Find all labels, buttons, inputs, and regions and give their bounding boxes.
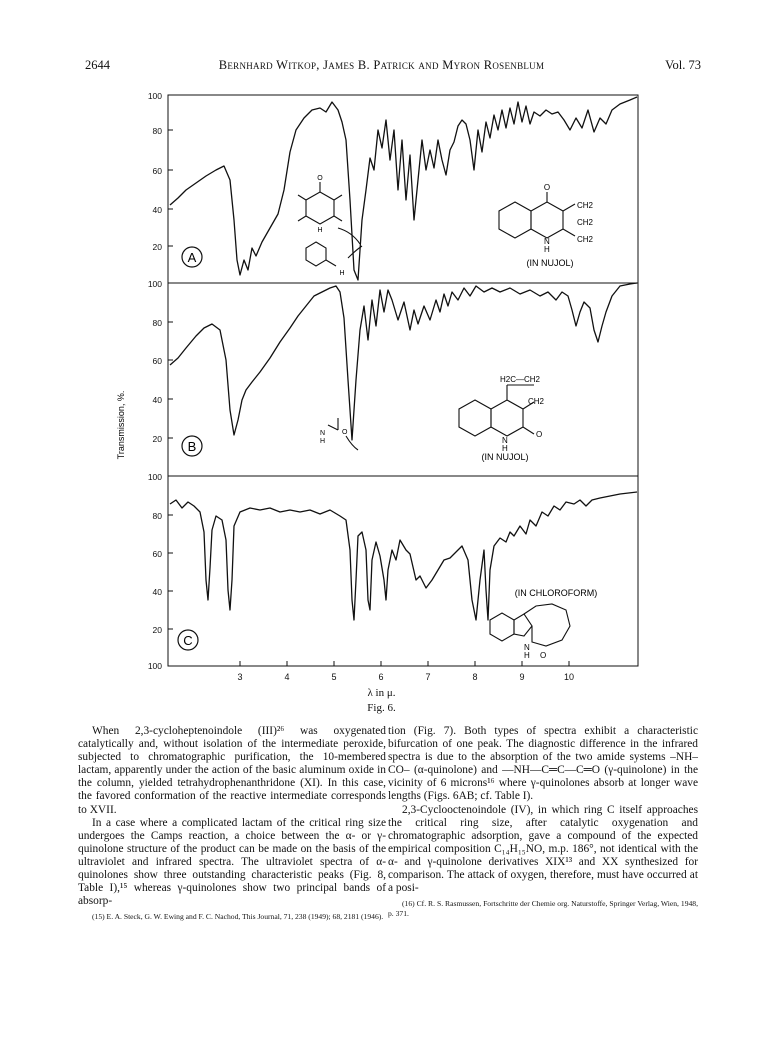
- left-column: [78, 725, 386, 922]
- b-tick-20: 20: [152, 434, 162, 444]
- svg-text:H: H: [317, 227, 323, 234]
- panel-b-label: [182, 436, 202, 456]
- x-tick-5: 5: [331, 672, 337, 682]
- svg-text:B: B: [187, 439, 197, 454]
- svg-text:N: N: [544, 237, 550, 246]
- svg-text:O: O: [342, 429, 348, 436]
- svg-text:O: O: [543, 183, 551, 192]
- a-tick-80: 80: [152, 126, 162, 136]
- svg-text:CH2: CH2: [577, 235, 594, 244]
- svg-text:N: N: [320, 430, 326, 437]
- figure-caption: Fig. 6.: [367, 702, 396, 714]
- page-number: 2644: [85, 58, 110, 72]
- a-tick-40: 40: [152, 205, 162, 215]
- x-tick-8: 8: [472, 672, 478, 682]
- b-tick-80: 80: [152, 318, 162, 328]
- b-tick-60: 60: [152, 356, 162, 366]
- panel-a-solvent: (IN NUJOL): [526, 258, 574, 268]
- panel-c-label: [178, 630, 198, 650]
- panel-a-label: [182, 247, 202, 267]
- structure-cyclooctenoindolone-c: [490, 604, 570, 646]
- right-column: [388, 725, 698, 919]
- footnote-16: (16) Cf. R. S. Rasmussen, Fortschritte der Chemie org. Naturstoffe, Springer Verlag, Wien, 1948, p. 371.: [388, 899, 698, 919]
- c-tick-bottom-100: 100: [147, 661, 162, 671]
- structure-alpha-quinolone-b: [459, 385, 534, 436]
- svg-text:O: O: [536, 430, 543, 439]
- svg-text:H: H: [502, 444, 508, 453]
- svg-text:H: H: [524, 651, 530, 660]
- svg-text:H: H: [544, 245, 550, 254]
- x-tick-10: 10: [563, 672, 575, 682]
- spectrum-b-curve: [170, 283, 637, 440]
- x-tick-3: 3: [237, 672, 243, 682]
- svg-text:H: H: [339, 270, 345, 277]
- panel-b-solvent: (IN NUJOL): [481, 452, 529, 462]
- a-tick-60: 60: [152, 166, 162, 176]
- x-axis-label: λ in μ.: [367, 687, 396, 699]
- svg-text:H2C—CH2: H2C—CH2: [500, 375, 541, 384]
- volume-number: Vol. 73: [665, 58, 701, 72]
- x-tick-9: 9: [519, 672, 525, 682]
- spectrum-a-curve: [170, 97, 637, 280]
- svg-text:A: A: [187, 250, 197, 265]
- x-tick-4: 4: [284, 672, 290, 682]
- c-tick-20: 20: [152, 625, 162, 635]
- panel-b-frame: [168, 283, 638, 476]
- x-tick-7: 7: [425, 672, 431, 682]
- c-tick-60: 60: [152, 549, 162, 559]
- c-tick-100: 100: [147, 472, 162, 482]
- x-tick-6: 6: [378, 672, 384, 682]
- y-axis-label: Transmission, %.: [116, 390, 126, 460]
- b-tick-40: 40: [152, 395, 162, 405]
- svg-text:H: H: [320, 438, 326, 445]
- svg-text:N: N: [524, 643, 530, 652]
- ir-spectra-figure: [0, 80, 763, 690]
- running-authors: Bernhard Witkop, James B. Patrick and Myron Rosenblum: [218, 58, 545, 72]
- right-paragraph-2: 2,3-Cyclooctenoindole (IV), in which ring C itself approaches the critical ring size, after catalytic oxygenation and chromatographic adsorption, gave a compound of the expected empirical composition C₁₄H₁₅NO, m.p. 186°, not identical with the α- and γ-quinolone derivatives XIX¹³ and XX synthesized for comparison. The attack of oxygen, therefore, must have occurred at a posi-: [388, 803, 698, 895]
- panel-a-frame: [168, 95, 638, 283]
- svg-text:CH2: CH2: [528, 397, 545, 406]
- c-tick-80: 80: [152, 511, 162, 521]
- svg-text:CH2: CH2: [577, 201, 594, 210]
- b-tick-100: 100: [147, 279, 162, 289]
- spectrum-c-curve: [170, 492, 637, 620]
- svg-text:O: O: [317, 175, 323, 182]
- c-tick-40: 40: [152, 587, 162, 597]
- a-tick-100: 100: [147, 91, 162, 101]
- svg-text:C: C: [183, 633, 193, 648]
- left-paragraph-2: In a case where a complicated lactam of the critical ring size undergoes the Camps reaction, a choice between the α- or γ-quinolone structure of the product can be made on the basis of the ultraviolet and infrared spectra. The ultraviolet spectra of α-quinolones show three outstanding characteristic peaks (Fig. 8, Table I),¹⁵ whereas γ-quinolones show two principal bands of absorp-: [78, 816, 386, 908]
- svg-text:N: N: [502, 436, 508, 445]
- left-paragraph-1: When 2,3-cycloheptenoindole (III)²⁶ was oxygenated catalytically and, without isolation of the intermediate peroxide, subjected to chromatographic purification, the 10-membered lactam, apparently under the action of the basic aluminum oxide in the column, yielded tetrahydrophenanthridone (XI). In this case, the favored conformation of the reactive intermediate corresponds to XVII.: [78, 725, 386, 816]
- svg-text:CH2: CH2: [577, 218, 594, 227]
- a-tick-20: 20: [152, 242, 162, 252]
- structure-tetrahydrophenanthridone-a: [499, 192, 575, 238]
- running-header: [0, 58, 763, 78]
- panel-c-frame: [168, 476, 638, 666]
- right-paragraph-1: tion (Fig. 7). Both types of spectra exhibit a characteristic bifurcation of one peak. The diagnostic difference in the infrared spectra is due to the absorption of the two amide systems –NH–CO– (α-quinolone) and —NH—C═C—C═O (γ-quinolone) in the vicinity of 6 microns¹⁶ where γ-quinolones absorb at longer wave lengths (Figs. 6AB; cf. Table I).: [388, 725, 698, 803]
- panel-c-solvent: (IN CHLOROFORM): [514, 588, 598, 598]
- footnote-15: (15) E. A. Steck, G. W. Ewing and F. C. Nachod, This Journal, 71, 238 (1949); 68, 2181 (1946).: [92, 912, 384, 922]
- svg-text:O: O: [540, 651, 547, 660]
